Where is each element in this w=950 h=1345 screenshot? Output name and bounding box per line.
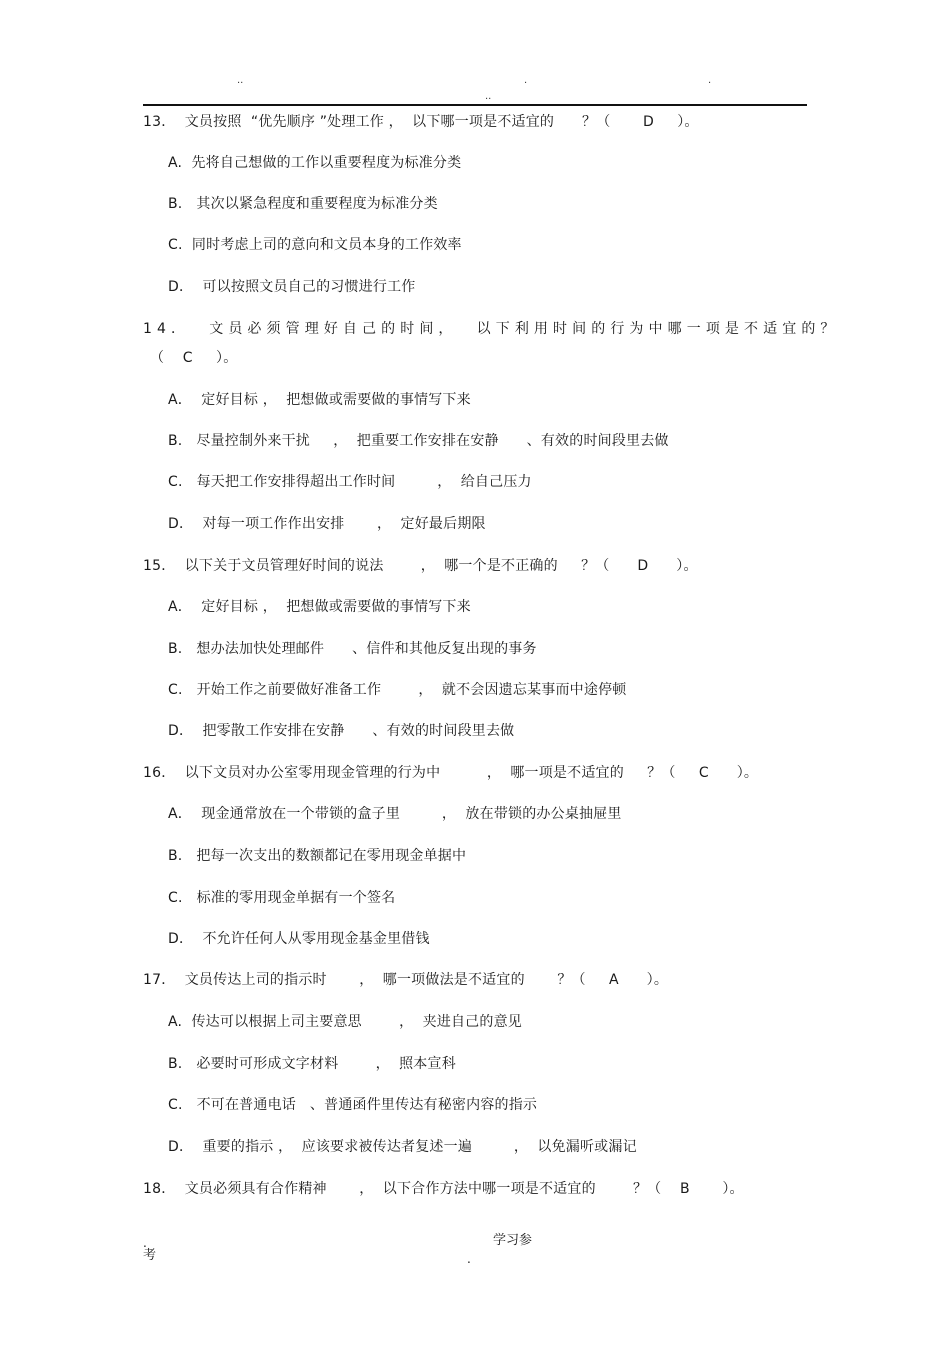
question-16-option-c: C. 标准的零用现金单据有一个签名: [168, 890, 396, 906]
question-13-option-b: B. 其次以紧急程度和重要程度为标准分类: [168, 196, 438, 212]
question-13-option-d: D． 可以按照文员自己的习惯进行工作: [168, 279, 416, 295]
question-16-stem: 16． 以下文员对办公室零用现金管理的行为中 ， 哪一项是不适宜的 ？（ C ）。: [143, 765, 759, 781]
question-15-option-a: A． 定好目标 ， 把想做或需要做的事情写下来: [168, 599, 471, 615]
question-13-option-c: C. 同时考虑上司的意向和文员本身的工作效率: [168, 237, 462, 253]
question-15-option-d: D． 把零散工作安排在安静 、有效的时间段里去做: [168, 723, 515, 739]
header-dot-mid: .: [524, 75, 528, 86]
question-13-option-a: A. 先将自己想做的工作以重要程度为标准分类: [168, 155, 462, 171]
footer-center-label: 学习参: [493, 1233, 533, 1248]
header-dot-center: ..: [485, 91, 492, 102]
footer-char-left: 考: [143, 1248, 157, 1263]
question-17-option-c: C. 不可在普通电话 、普通函件里传达有秘密内容的指示: [168, 1097, 538, 1113]
question-14-option-d: D． 对每一项工作作出安排 ， 定好最后期限: [168, 516, 486, 532]
question-14-option-c: C. 每天把工作安排得超出工作时间 ， 给自己压力: [168, 474, 532, 490]
question-14-stem-line1: 14． 文员必须管理好自己的时间， 以下利用时间的行为中哪一项是不适宜的？: [143, 321, 840, 337]
footer-dot-center: .: [467, 1252, 471, 1266]
question-14-option-b: B. 尽量控制外来干扰 ， 把重要工作安排在安静 、有效的时间段里去做: [168, 433, 669, 449]
question-16-option-a: A． 现金通常放在一个带锁的盒子里 ， 放在带锁的办公桌抽屉里: [168, 806, 622, 822]
question-14-stem-line2: （ C ）。: [150, 350, 238, 366]
header-dot-left: ..: [237, 75, 244, 86]
question-15-stem: 15． 以下关于文员管理好时间的说法 ， 哪一个是不正确的 ？（ D ）。: [143, 558, 698, 574]
question-17-option-d: D． 重要的指示 ， 应该要求被传达者复述一遍 ， 以免漏听或漏记: [168, 1139, 637, 1155]
question-13-stem: 13． 文员按照 “优先顺序 ”处理工作 ， 以下哪一项是不适宜的 ？（ D ）。: [143, 114, 699, 130]
question-17-stem: 17． 文员传达上司的指示时 ， 哪一项做法是不适宜的 ？（ A ）。: [143, 972, 669, 988]
question-15-option-b: B. 想办法加快处理邮件 、信件和其他反复出现的事务: [168, 641, 537, 657]
question-15-option-c: C. 开始工作之前要做好准备工作 ， 就不会因遗忘某事而中途停顿: [168, 682, 627, 698]
header-dot-right: .: [708, 75, 712, 86]
question-17-option-b: B. 必要时可形成文字材料 ， 照本宣科: [168, 1056, 456, 1072]
header-rule: [143, 104, 807, 106]
question-17-option-a: A. 传达可以根据上司主要意思 ， 夹进自己的意见: [168, 1014, 522, 1030]
question-16-option-b: B. 把每一次支出的数额都记在零用现金单据中: [168, 848, 467, 864]
question-18-stem: 18． 文员必须具有合作精神 ， 以下合作方法中哪一项是不适宜的 ？（ B ）。: [143, 1181, 744, 1197]
question-14-option-a: A． 定好目标 ， 把想做或需要做的事情写下来: [168, 392, 471, 408]
footer-dot-left: .: [143, 1236, 147, 1250]
question-16-option-d: D． 不允许任何人从零用现金基金里借钱: [168, 931, 430, 947]
